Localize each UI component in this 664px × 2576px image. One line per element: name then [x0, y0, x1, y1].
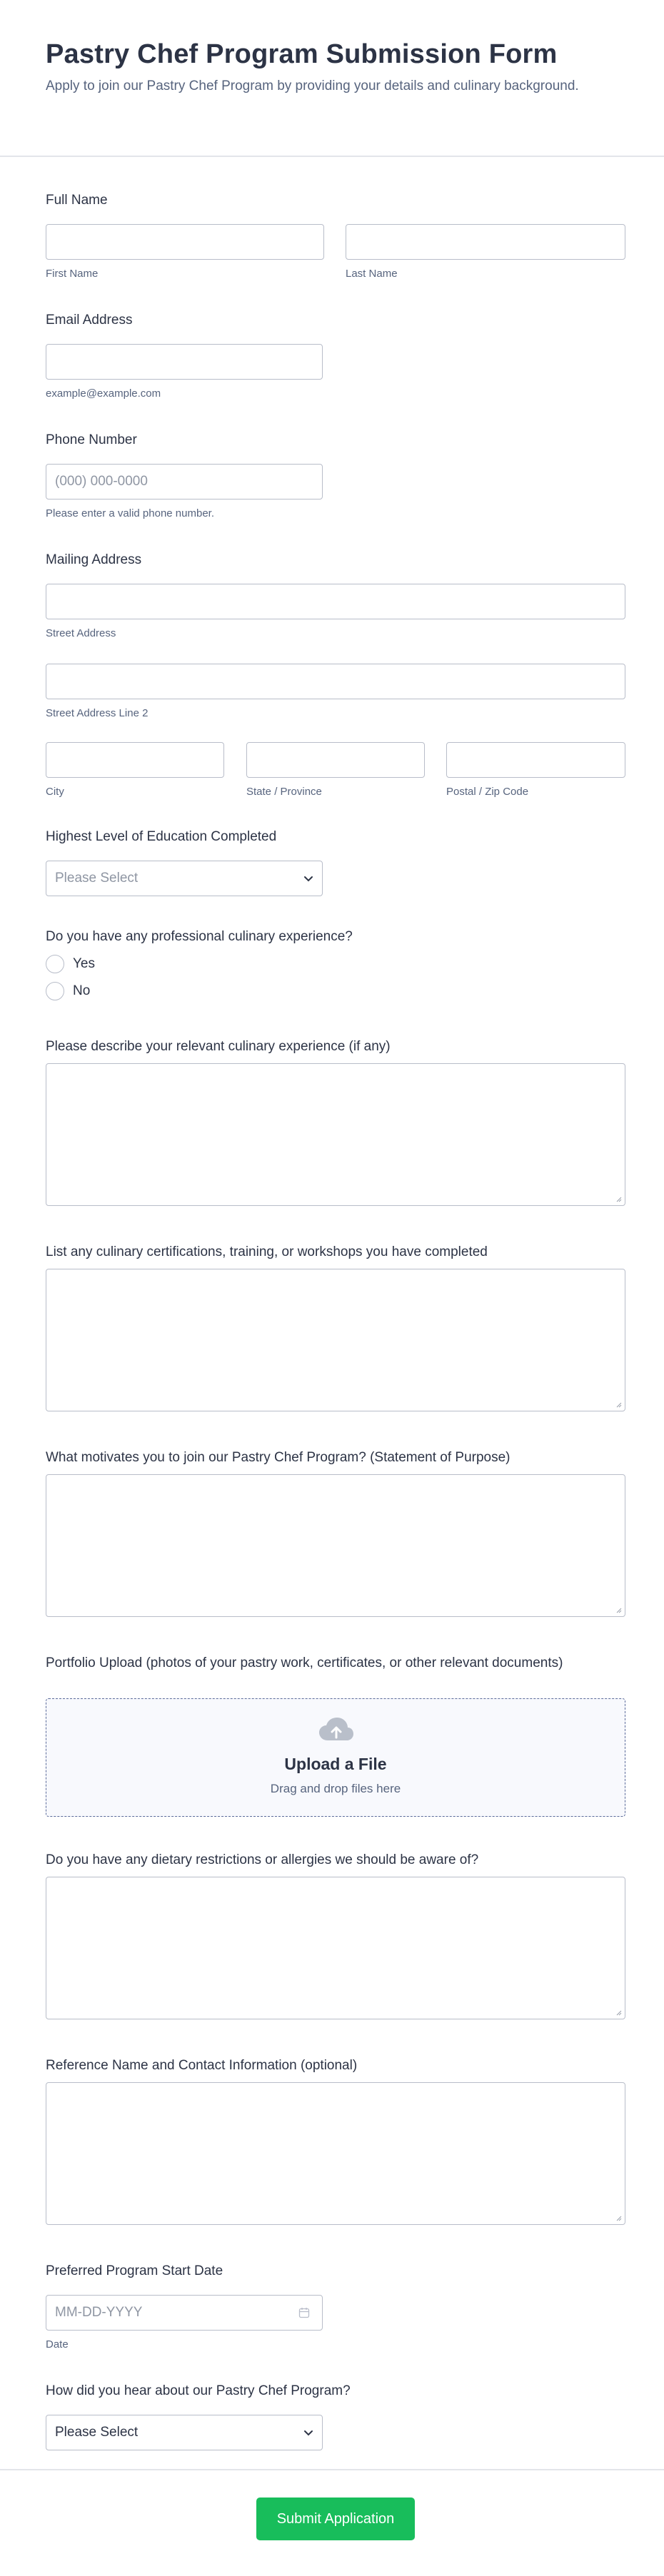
- experience-question-group: [46, 928, 625, 1013]
- radio-yes[interactable]: [46, 955, 64, 973]
- referral-group: [46, 2382, 625, 2453]
- start-date-sublabel: Date: [46, 2338, 69, 2351]
- zip-sublabel: Postal / Zip Code: [446, 786, 529, 798]
- form-header: [0, 0, 664, 157]
- phone-sublabel: Please enter a valid phone number.: [46, 507, 214, 519]
- upload-hint: Drag and drop files here: [270, 1782, 401, 1795]
- chevron-down-icon: [303, 873, 313, 883]
- city-input[interactable]: [46, 742, 224, 778]
- experience-question-label: Do you have any professional culinary experience?: [46, 929, 353, 944]
- education-field-group: [46, 828, 625, 899]
- upload-title: Upload a File: [284, 1755, 387, 1773]
- street-address-2-sublabel: Street Address Line 2: [46, 707, 149, 719]
- last-name-input[interactable]: [346, 224, 625, 260]
- start-date-input[interactable]: [46, 2295, 323, 2331]
- email-field[interactable]: [46, 344, 323, 380]
- referral-select[interactable]: [46, 2415, 323, 2450]
- experience-option-no[interactable]: [46, 980, 90, 1002]
- reference-group: [46, 2057, 625, 2228]
- zip-input[interactable]: [446, 742, 625, 778]
- resize-handle-icon[interactable]: [615, 1606, 622, 1613]
- referral-selected-value: Please Select: [55, 2425, 139, 2440]
- phone-field-group: [46, 431, 625, 524]
- resize-handle-icon[interactable]: [615, 2009, 622, 2016]
- first-name-input[interactable]: [46, 224, 324, 260]
- radio-no[interactable]: [46, 982, 64, 1000]
- resize-handle-icon[interactable]: [615, 1195, 622, 1202]
- referral-label: How did you hear about our Pastry Chef Program?: [46, 2383, 351, 2398]
- full-name-label: Full Name: [46, 193, 108, 208]
- submit-button[interactable]: Submit Application: [256, 2498, 415, 2540]
- email-field-group: [46, 311, 625, 404]
- cloud-upload-icon: [318, 1716, 355, 1745]
- certifications-label: List any culinary certifications, training, or workshops you have completed: [46, 1244, 488, 1259]
- education-select[interactable]: [46, 861, 323, 896]
- resize-handle-icon[interactable]: [615, 1401, 622, 1408]
- address-field-group: [46, 551, 625, 801]
- email-label: Email Address: [46, 313, 133, 328]
- describe-experience-textarea[interactable]: [46, 1063, 625, 1206]
- city-sublabel: City: [46, 786, 64, 798]
- certifications-group: [46, 1243, 625, 1414]
- page-description: Apply to join our Pastry Chef Program by providing your details and culinary background.: [46, 78, 579, 93]
- start-date-group: [46, 2262, 625, 2355]
- dietary-group: [46, 1851, 625, 2022]
- chevron-down-icon: [303, 2428, 313, 2438]
- calendar-icon[interactable]: [298, 2307, 310, 2318]
- describe-experience-label: Please describe your relevant culinary experience (if any): [46, 1039, 391, 1054]
- form-footer: [0, 2469, 664, 2576]
- full-name-field: [46, 191, 625, 284]
- address-label: Mailing Address: [46, 552, 142, 567]
- certifications-textarea[interactable]: [46, 1269, 625, 1411]
- street-address-2-input[interactable]: [46, 664, 625, 699]
- portfolio-upload-group: [46, 1654, 625, 1825]
- street-address-sublabel: Street Address: [46, 627, 116, 639]
- email-sublabel: example@example.com: [46, 387, 161, 400]
- start-date-label: Preferred Program Start Date: [46, 2263, 223, 2278]
- street-address-input[interactable]: [46, 584, 625, 619]
- page-title: Pastry Chef Program Submission Form: [46, 39, 558, 69]
- radio-yes-label: Yes: [73, 956, 95, 971]
- dietary-label: Do you have any dietary restrictions or allergies we should be aware of?: [46, 1852, 479, 1867]
- education-selected-value: Please Select: [55, 871, 139, 886]
- experience-option-yes[interactable]: [46, 953, 95, 975]
- phone-label: Phone Number: [46, 432, 137, 447]
- education-label: Highest Level of Education Completed: [46, 829, 277, 844]
- describe-experience-group: [46, 1038, 625, 1209]
- reference-textarea[interactable]: [46, 2082, 625, 2225]
- phone-input[interactable]: [46, 464, 323, 500]
- first-name-sublabel: First Name: [46, 268, 99, 280]
- reference-label: Reference Name and Contact Information (optional): [46, 2058, 358, 2073]
- motivation-textarea[interactable]: [46, 1474, 625, 1617]
- file-upload-dropzone[interactable]: [46, 1698, 625, 1817]
- state-sublabel: State / Province: [246, 786, 322, 798]
- motivation-group: [46, 1449, 625, 1620]
- last-name-sublabel: Last Name: [346, 268, 398, 280]
- dietary-textarea[interactable]: [46, 1877, 625, 2019]
- motivation-label: What motivates you to join our Pastry Chef Program? (Statement of Purpose): [46, 1450, 510, 1465]
- resize-handle-icon[interactable]: [615, 2214, 622, 2221]
- portfolio-label: Portfolio Upload (photos of your pastry work, certificates, or other relevant documents): [46, 1655, 563, 1670]
- radio-no-label: No: [73, 983, 91, 998]
- state-input[interactable]: [246, 742, 425, 778]
